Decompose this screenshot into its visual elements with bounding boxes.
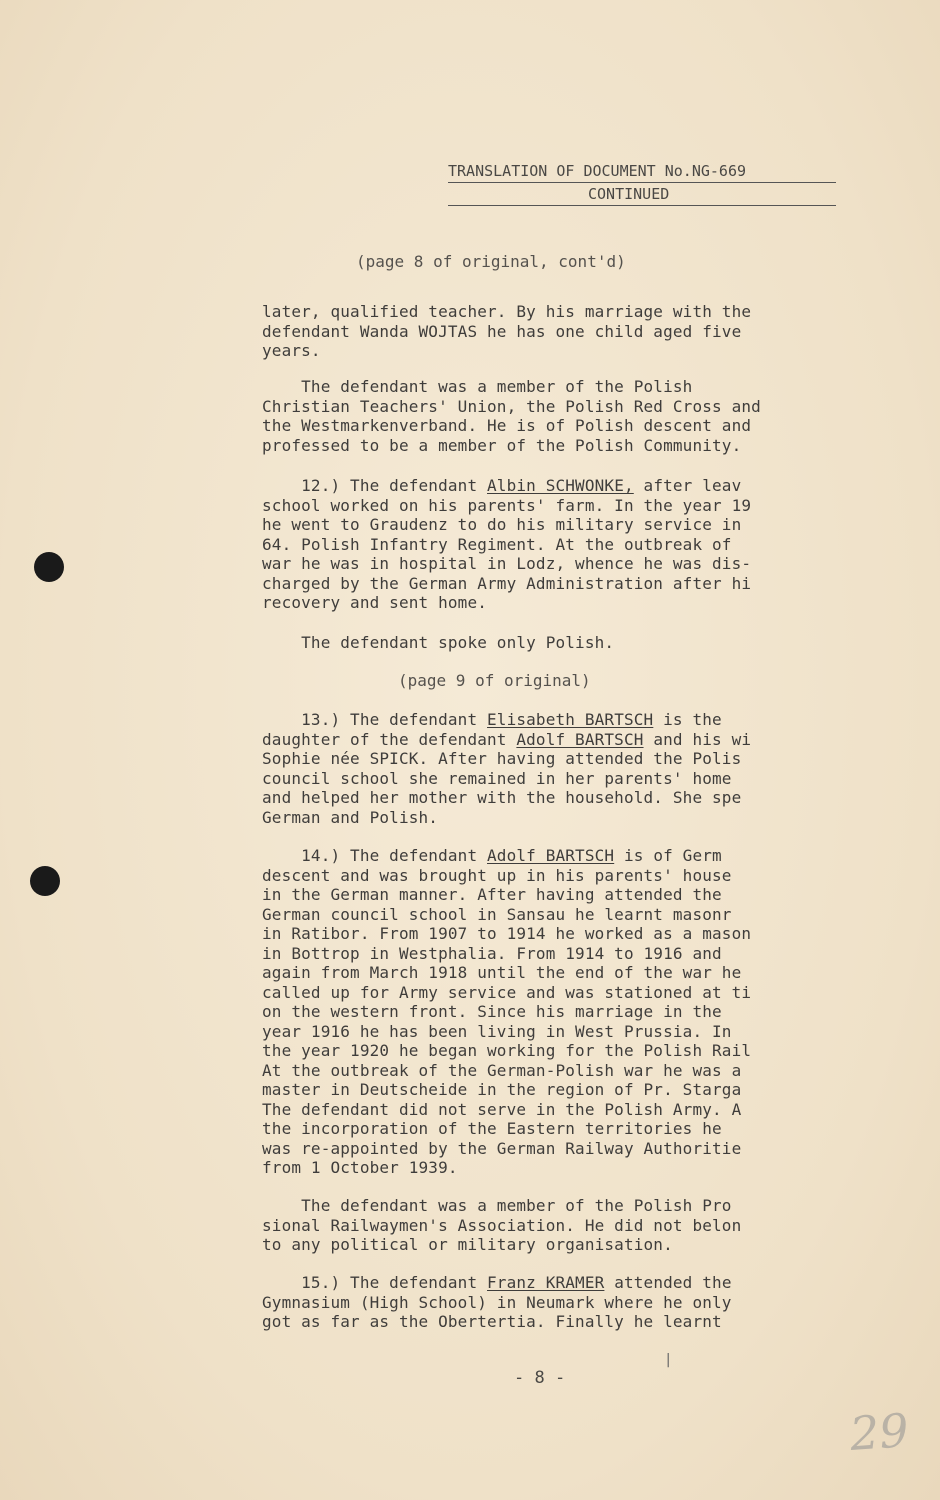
text-line: At the outbreak of the German-Polish war he was a [262, 1060, 742, 1080]
text-line: later, qualified teacher. By his marriage with the [262, 302, 752, 321]
text-line: 64. Polish Infantry Regiment. At the outbreak of [262, 534, 732, 554]
defendant-name: Adolf BARTSCH [516, 729, 644, 749]
paragraph-13-bartsch [262, 710, 862, 827]
text-line: master in Deutscheide in the region of Pr. Starga [262, 1080, 742, 1099]
page-reference-8: (page 8 of original, cont'd) [356, 252, 626, 271]
text-line: in Bottrop in Westphalia. From 1914 to 1916 and [262, 943, 722, 963]
text-line: descent and was brought up in his parents' house [262, 865, 732, 885]
paragraph-association [262, 1196, 862, 1255]
text-line: from 1 October 1939. [262, 1158, 458, 1177]
text-line: The defendant was a member of the Polish Pro [262, 1196, 732, 1215]
text-line: is of Germ [614, 846, 722, 865]
defendant-name: Adolf BARTSCH [487, 846, 615, 865]
text-line: charged by the German Army Administration after hi [262, 573, 752, 593]
text-line: 14.) The defendant [262, 846, 488, 865]
text-line: Gymnasium (High School) in Neumark where he only [262, 1292, 732, 1312]
text-line: school worked on his parents' farm. In the year 19 [262, 495, 752, 515]
text-line: again from March 1918 until the end of the war he [262, 963, 742, 982]
text-line: German and Polish. [262, 807, 439, 827]
text-line: is the [653, 710, 722, 729]
text-line: attended the [604, 1273, 732, 1292]
paragraph-spoke-polish [262, 633, 862, 653]
text-line: was re-appointed by the German Railway Authoritie [262, 1138, 742, 1158]
text-line: daughter of the defendant [262, 729, 517, 749]
paragraph-15-kramer [262, 1273, 862, 1332]
header-title: TRANSLATION OF DOCUMENT No.NG-669 [448, 160, 836, 183]
header-subtitle: CONTINUED [448, 183, 836, 206]
text-line: The defendant did not serve in the Polish Army. A [262, 1099, 742, 1119]
text-line: German council school in Sansau he learnt masonr [262, 904, 732, 924]
punch-hole-bottom [30, 866, 60, 896]
text-line: 15.) The defendant [262, 1273, 488, 1292]
text-line: years. [262, 341, 321, 360]
text-line: defendant Wanda WOJTAS he has one child aged five [262, 321, 742, 341]
defendant-name: Franz KRAMER [487, 1273, 605, 1292]
document-header [448, 160, 836, 206]
text-line: he went to Graudenz to do his military service in [262, 515, 742, 534]
paragraph-14-adolf-bartsch [262, 846, 862, 1178]
stray-mark: | [664, 1352, 673, 1368]
text-line: to any political or military organisation. [262, 1235, 673, 1254]
page-number: - 8 - [514, 1368, 566, 1388]
text-line: professed to be a member of the Polish Community. [262, 435, 742, 455]
text-line: and helped her mother with the household. She spe [262, 788, 742, 807]
text-line: called up for Army service and was stationed at ti [262, 982, 752, 1002]
text-line: the year 1920 he began working for the Polish Rail [262, 1041, 752, 1060]
text-line: the Westmarkenverband. He is of Polish descent and [262, 416, 752, 435]
defendant-name: Elisabeth BARTSCH [487, 710, 654, 729]
text-line: on the western front. Since his marriage in the [262, 1002, 722, 1021]
text-line: 12.) The defendant [262, 476, 488, 495]
paragraph-12-schwonke [262, 476, 862, 613]
text-line: after leav [633, 476, 742, 495]
text-line: year 1916 he has been living in West Prussia. In [262, 1021, 732, 1041]
text-line: Sophie née SPICK. After having attended the Polis [262, 749, 742, 768]
text-line: the incorporation of the Eastern territories he [262, 1119, 722, 1138]
text-line: Christian Teachers' Union, the Polish Red Cross and [262, 396, 761, 416]
text-line: war he was in hospital in Lodz, whence he was dis- [262, 554, 752, 573]
text-line: in Ratibor. From 1907 to 1914 he worked as a mason [262, 924, 752, 943]
paragraph-2 [262, 377, 862, 455]
handwritten-folio-number: 29 [848, 1403, 911, 1461]
text-line: sional Railwaymen's Association. He did not belon [262, 1215, 742, 1235]
text-line: 13.) The defendant [262, 710, 488, 729]
text-line: in the German manner. After having attended the [262, 885, 722, 904]
defendant-name: Albin SCHWONKE, [487, 476, 634, 495]
text-line: got as far as the Obertertia. Finally he learnt [262, 1312, 722, 1331]
text-line: recovery and sent home. [262, 593, 488, 612]
text-line: and his wi [643, 729, 752, 749]
text-line: The defendant was a member of the Polish [262, 377, 693, 396]
text-line: council school she remained in her parents' home [262, 768, 732, 788]
text-line: The defendant spoke only Polish. [262, 633, 615, 652]
page-reference-9: (page 9 of original) [398, 671, 591, 690]
punch-hole-top [34, 552, 64, 582]
paragraph-1 [262, 302, 862, 361]
